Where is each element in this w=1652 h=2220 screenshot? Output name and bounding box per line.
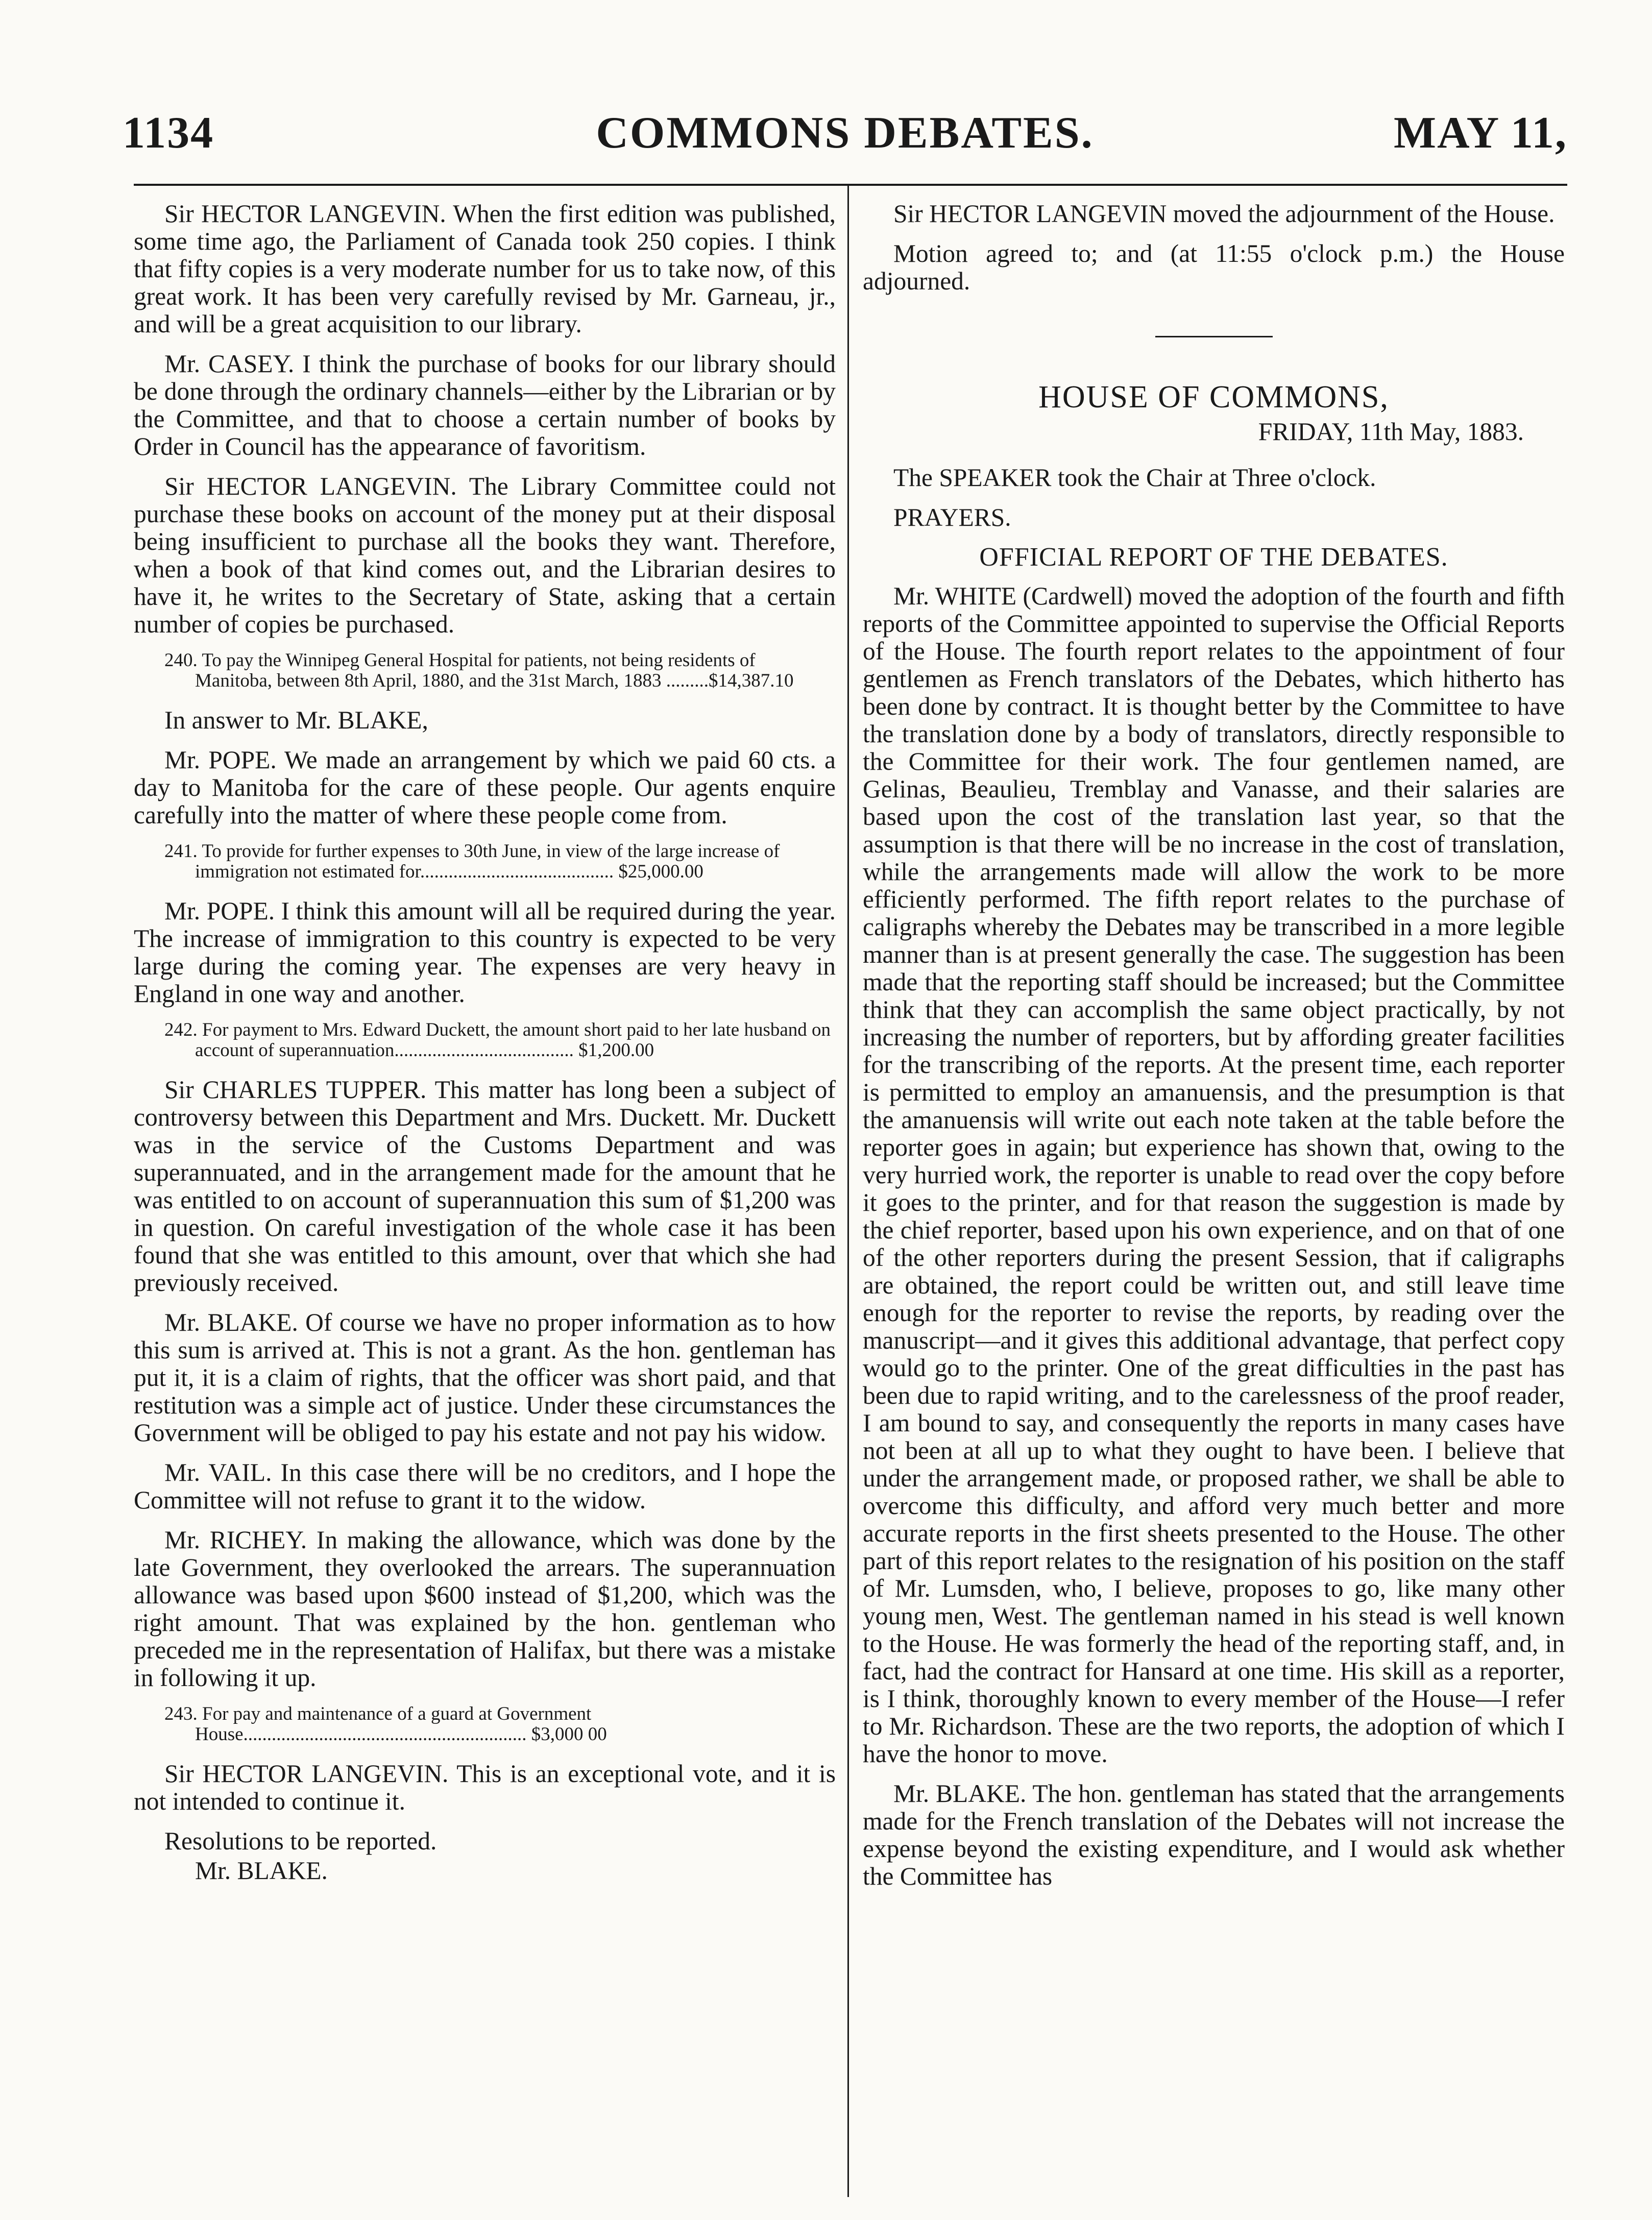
paragraph: Mr. BLAKE. bbox=[195, 1857, 328, 1885]
estimate-item-241: 241. To provide for further expenses to 30th June, in view of the large increase of immigration not estimated for......................................... $25,000.00 bbox=[164, 841, 780, 882]
page-header bbox=[123, 107, 1567, 168]
estimate-item-243: 243. For pay and maintenance of a guard at Government House............................................................ $3,000 00 bbox=[164, 1703, 607, 1745]
estimate-item-242: 242. For payment to Mrs. Edward Duckett, the amount short paid to her late husband on account of superannuation...................................... $1,200.00 bbox=[164, 1019, 831, 1061]
sitting-date: FRIDAY, 11th May, 1883. bbox=[1258, 418, 1524, 446]
right-column bbox=[863, 200, 1565, 1902]
page-number: 1134 bbox=[123, 108, 214, 158]
column-divider bbox=[847, 186, 849, 2197]
paragraph: Mr. POPE. I think this amount will all be required during the year. The increase of immigration to this country is expected to be very large during the coming year. The expenses are very heavy in England in one way and another. bbox=[134, 897, 836, 1008]
paragraph: Mr. CASEY. I think the purchase of books for our library should be done through the ordinary channels—either by the Librarian or by the Committee, and that to choose a certain number of books by Order in Council has the appearance of favoritism. bbox=[134, 350, 836, 460]
house-title: HOUSE OF COMMONS, bbox=[1038, 380, 1389, 414]
paragraph: Mr. WHITE (Cardwell) moved the adoption of the fourth and fifth reports of the Committee appointed to supervise the Official Reports of the House. The fourth report relates to the appointment of four gentlemen as French translators of the Debates, which hitherto has been done by contract. It is thought better by the Committee to have the translation done by a body of translators, directly responsible to the Committee for their work. The four gentlemen named, are Gelinas, Beaulieu, Tremblay and Vanasse, and their salaries are based upon the cost of the translation last year, so that the assumption is that there will be no increase in the cost of translation, while the arrangements made will allow the work to be more efficiently performed. The fifth report relates to the purchase of caligraphs whereby the Debates may be transcribed in a more legible manner than is at present generally the case. The suggestion has been made that the reporting staff should be increased; but the Committee think that they can accomplish the same object practically, by not increasing the number of reporters, but by affording greater facilities for the transcribing of the reports. At the present time, each reporter is permitted to employ an amanuensis, and the presumption is that the amanuensis will write out each note taken at the table before the reporter goes in again; but experience has shown that, owing to the very hurried work, the reporter is unable to read over the copy before it goes to the printer, and for that reason the suggestion is made by the chief reporter, based upon his own experience, and on that of one of the other reporters during the present Session, that if caligraphs are obtained, the report could be written out, and still leave time enough for the reporter to revise the reports, by reading over the manuscript—and it gives this additional advantage, that perfect copy would go to the printer. One of the great difficulties in the past has been due to rapid writing, and to the carelessness of the proof reader, I am bound to say, and consequently the reports in many cases have not been at all up to what they ought to have been. I believe that under the arrangement made, or proposed rather, we shall be able to overcome this difficulty, and afford very much better and more accurate reports in the first sheets presented to the House. The other part of this report relates to the resignation of his position on the staff of Mr. Lumsden, who, I believe, proposes to go, like many other young men, West. The gentleman named in his stead is well known to the House. He was formerly the head of the reporting staff, and, in fact, had the contract for Hansard at one time. His skill as a reporter, is I think, thoroughly known to every member of the House—I refer to Mr. Richardson. These are the two reports, the adoption of which I have the honor to move. bbox=[863, 582, 1565, 1768]
paragraph: Sir CHARLES TUPPER. This matter has long been a subject of controversy between this Department and Mrs. Duckett. Mr. Duckett was in the service of the Customs Department and was superannuated, and in the arrangement made for the amount that he was entitled to on account of superannuation this sum of $1,200 was in question. On careful investigation of the whole case it has been found that she was entitled to this amount, over that which she had previously received. bbox=[134, 1076, 836, 1297]
paragraph: In answer to Mr. BLAKE, bbox=[164, 706, 428, 734]
paragraph: Mr. BLAKE. Of course we have no proper information as to how this sum is arrived at. This is not a grant. As the hon. gentleman has put it, it is a claim of rights, that the officer was short paid, and that restitution was a simple act of justice. Under these circumstances the Government will be obliged to pay his estate and not pay his widow. bbox=[134, 1308, 836, 1447]
paragraph: Sir HECTOR LANGEVIN moved the adjournment of the House. bbox=[893, 200, 1555, 228]
paragraph: Mr. RICHEY. In making the allowance, which was done by the late Government, they overlooked the arrears. The superannuation allowance was based upon $600 instead of $1,200, which was the right amount. That was explained by the hon. gentleman who preceded me in the representation of Halifax, but there was a mistake in following it up. bbox=[134, 1526, 836, 1692]
header-date: MAY 11, bbox=[1394, 108, 1567, 158]
paragraph: Resolutions to be reported. bbox=[164, 1827, 437, 1855]
paragraph: Motion agreed to; and (at 11:55 o'clock p.m.) the House adjourned. bbox=[863, 239, 1565, 295]
paragraph: The SPEAKER took the Chair at Three o'clock. bbox=[893, 463, 1376, 492]
report-heading: OFFICIAL REPORT OF THE DEBATES. bbox=[979, 543, 1448, 572]
paragraph: Mr. BLAKE. The hon. gentleman has stated that the arrangements made for the French translation of the Debates will not increase the expense beyond the existing expenditure, and I would ask whether the Committee has bbox=[863, 1779, 1565, 1890]
estimate-item-240: 240. To pay the Winnipeg General Hospital for patients, not being residents of Manitoba, between 8th April, 1880, and the 31st March, 1883 .........$14,387.10 bbox=[164, 650, 794, 691]
paragraph: Mr. POPE. We made an arrangement by which we paid 60 cts. a day to Manitoba for the care of these people. Our agents enquire carefully into the matter of where these people come from. bbox=[134, 746, 836, 829]
paragraph: Sir HECTOR LANGEVIN. When the first edition was published, some time ago, the Parliament of Canada took 250 copies. I think that fifty copies is a very moderate number for us to take now, of this great work. It has been very carefully revised by Mr. Garneau, jr., and will be a great acquisition to our library. bbox=[134, 200, 836, 338]
paragraph: Mr. VAIL. In this case there will be no creditors, and I hope the Committee will not refuse to grant it to the widow. bbox=[134, 1458, 836, 1514]
running-title: COMMONS DEBATES. bbox=[596, 108, 1094, 158]
paragraph: Sir HECTOR LANGEVIN. This is an exceptional vote, and it is not intended to continue it. bbox=[134, 1760, 836, 1815]
section-divider bbox=[1155, 336, 1273, 337]
paragraph: Sir HECTOR LANGEVIN. The Library Committee could not purchase these books on account of the money put at their disposal being insufficient to purchase all the books they want. Therefore, when a book of that kind comes out, and the Librarian desires to have it, he writes to the Secretary of State, asking that a certain number of copies be purchased. bbox=[134, 472, 836, 638]
left-column bbox=[134, 200, 836, 1897]
paragraph: PRAYERS. bbox=[893, 503, 1011, 531]
header-rule bbox=[134, 184, 1567, 186]
